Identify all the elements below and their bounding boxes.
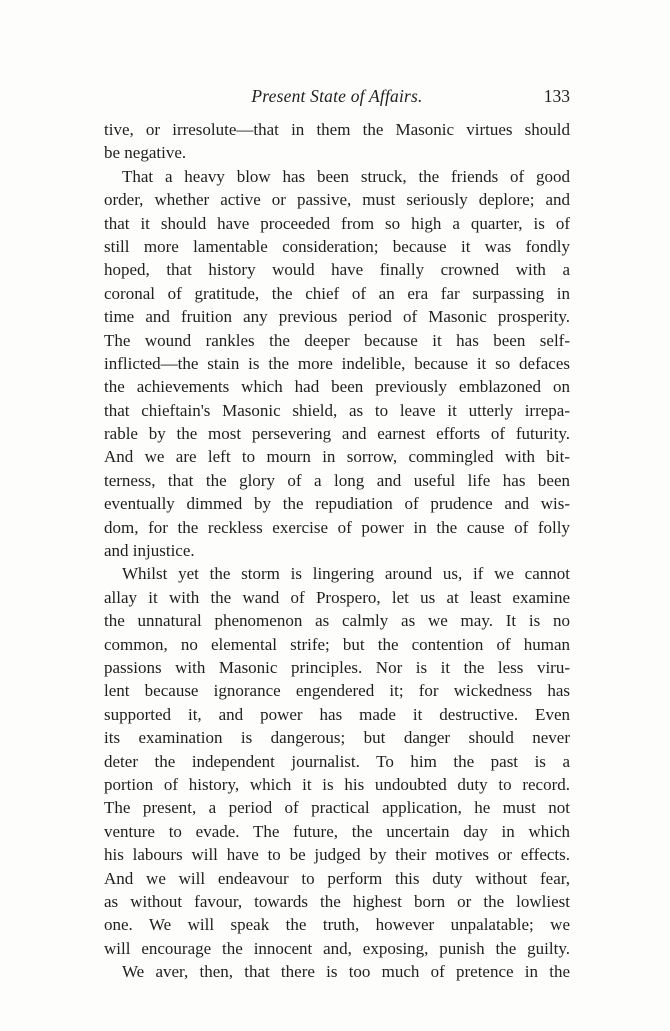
- text-line: that chieftain's Masonic shield, as to leave it utterly irrepa-: [104, 400, 570, 420]
- text-line: be negative.: [104, 143, 187, 163]
- text-line: allay it with the wand of Prospero, let us at least examine: [104, 587, 570, 607]
- text-line: lent because ignorance engendered it; for wickedness has: [104, 681, 570, 701]
- text-line: And we are left to mourn in sorrow, commingled with bit-: [104, 447, 570, 467]
- text-line: We aver, then, that there is too much of pretence in the: [122, 962, 570, 982]
- text-line: rable by the most persevering and earnest efforts of futurity.: [104, 424, 570, 444]
- text-line: supported it, and power has made it destructive. Even: [104, 704, 570, 724]
- page-number: 133: [543, 86, 570, 106]
- running-head: Present State of Affairs.: [251, 86, 423, 106]
- text-line: its examination is dangerous; but danger should never: [104, 728, 570, 748]
- text-line: dom, for the reckless exercise of power in the cause of folly: [104, 517, 570, 537]
- text-line: the achievements which had been previously emblazoned on: [104, 377, 570, 397]
- text-line: passions with Masonic principles. Nor is it the less viru-: [104, 657, 570, 677]
- text-line: That a heavy blow has been struck, the friends of good: [122, 166, 570, 186]
- text-line: one. We will speak the truth, however unpalatable; we: [104, 915, 570, 935]
- text-line: The wound rankles the deeper because it has been self-: [104, 330, 570, 350]
- text-line: that it should have proceeded from so high a quarter, is of: [104, 213, 570, 233]
- text-line: deter the independent journalist. To him the past is a: [104, 751, 570, 771]
- text-line: portion of history, which it is his undoubted duty to record.: [104, 774, 570, 794]
- text-line: terness, that the glory of a long and useful life has been: [104, 470, 570, 490]
- text-line: The present, a period of practical application, he must not: [104, 798, 570, 818]
- text-line: common, no elemental strife; but the contention of human: [104, 634, 570, 654]
- text-line: time and fruition any previous period of Masonic prosperity.: [104, 307, 570, 327]
- text-line: the unnatural phenomenon as calmly as we may. It is no: [104, 611, 570, 631]
- body-text: [104, 118, 570, 983]
- text-line: venture to evade. The future, the uncertain day in which: [104, 821, 570, 841]
- text-line: hoped, that history would have finally crowned with a: [104, 260, 570, 280]
- text-line: as without favour, towards the highest born or the lowliest: [104, 891, 570, 911]
- text-line: inflicted—the stain is the more indelible, because it so defaces: [104, 353, 570, 373]
- text-line: and injustice.: [104, 541, 195, 561]
- text-line: order, whether active or passive, must seriously deplore; and: [104, 190, 570, 210]
- text-line: will encourage the innocent and, exposing, punish the guilty.: [104, 938, 570, 958]
- text-line: eventually dimmed by the repudiation of prudence and wis-: [104, 494, 570, 514]
- text-line: Whilst yet the storm is lingering around us, if we cannot: [122, 564, 570, 584]
- text-line: still more lamentable consideration; because it was fondly: [104, 236, 570, 256]
- text-line: coronal of gratitude, the chief of an era far surpassing in: [104, 283, 570, 303]
- text-line: tive, or irresolute—that in them the Masonic virtues should: [104, 120, 570, 139]
- text-line: And we will endeavour to perform this duty without fear,: [104, 868, 570, 888]
- text-line: his labours will have to be judged by their motives or effects.: [104, 845, 570, 865]
- page-header: [104, 86, 570, 110]
